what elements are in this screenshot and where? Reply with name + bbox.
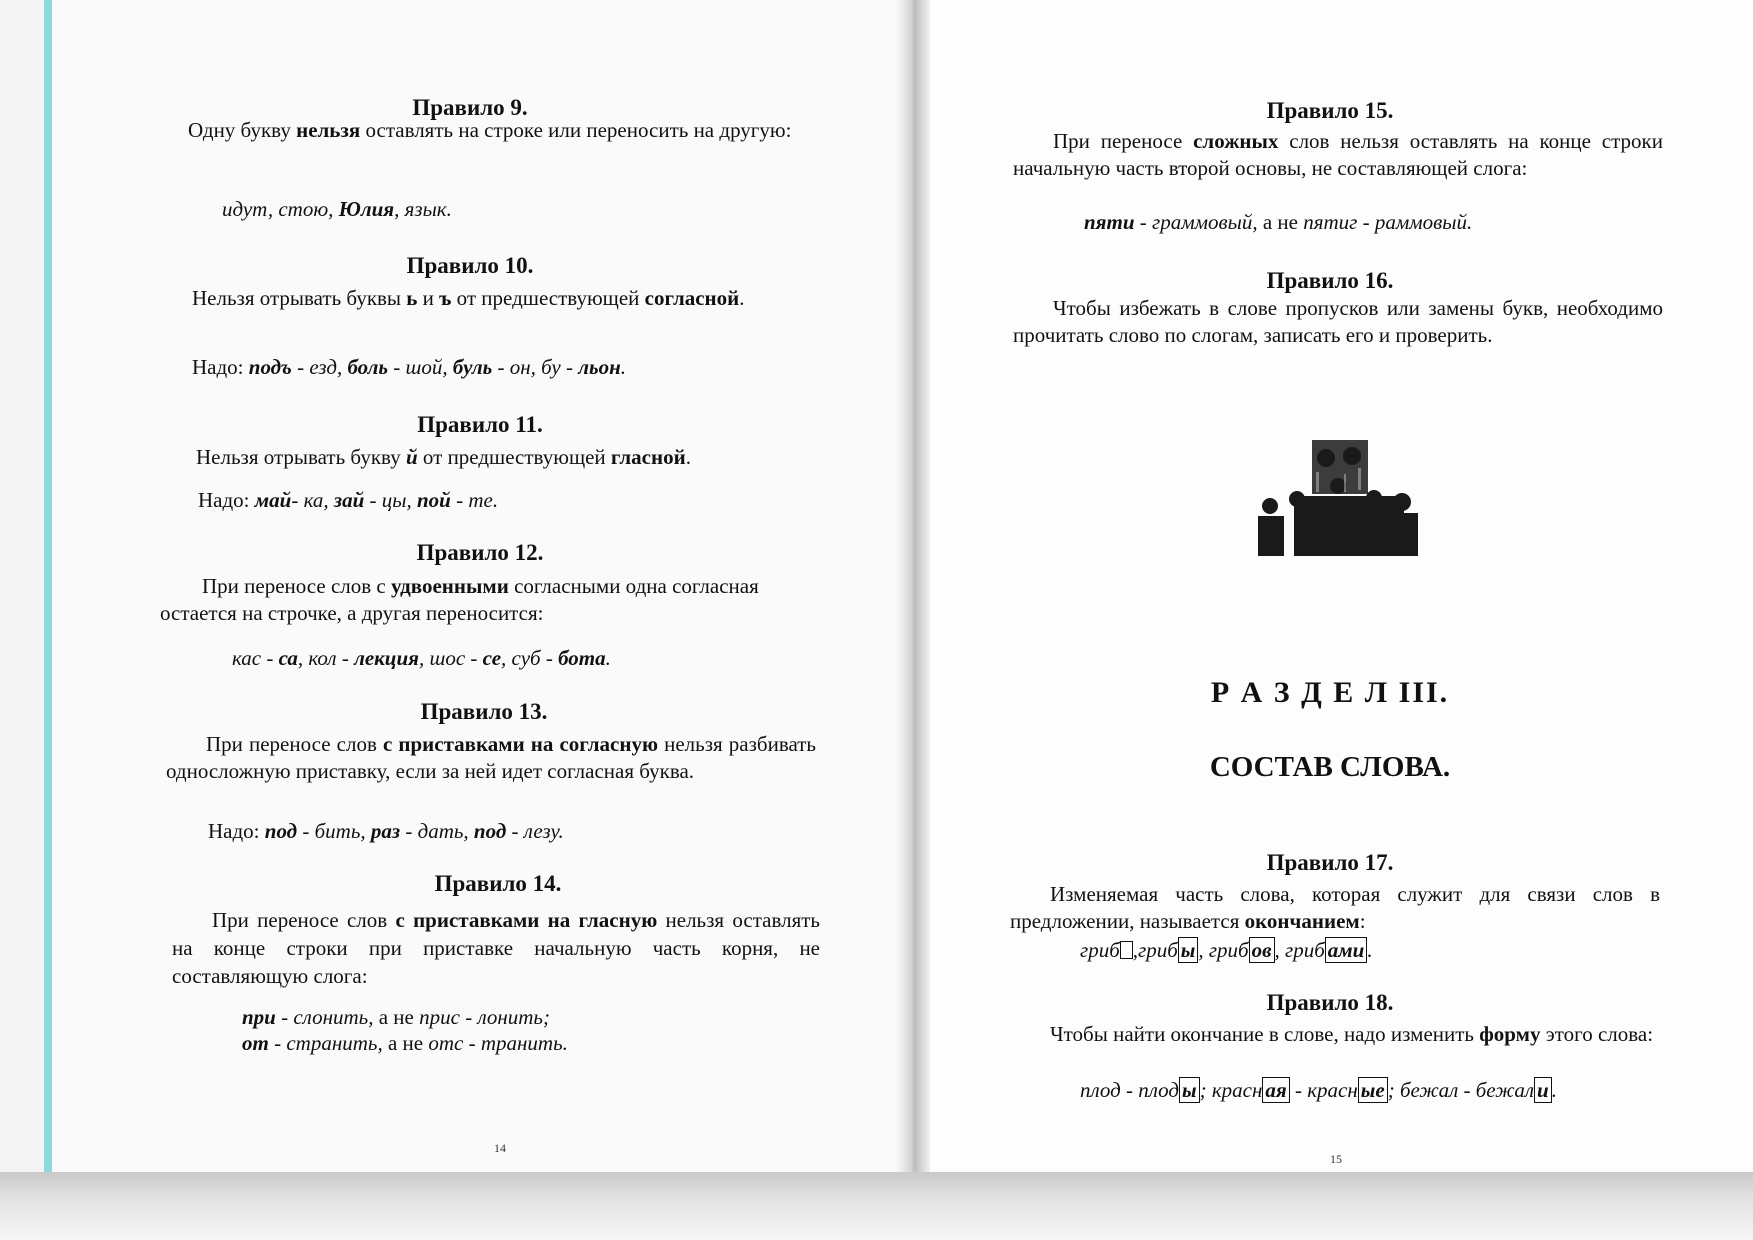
rule-13-example: Надо: под - бить, раз - дать, под - лезу.	[208, 819, 564, 843]
scan-margin	[0, 0, 44, 1180]
rule-9-text: Одну букву нельзя оставлять на строке или переносить на другую:	[188, 118, 792, 142]
group-of-people-icon	[1254, 438, 1422, 558]
rule-18-title: Правило 18.	[1266, 990, 1394, 1015]
rule-11-title: Правило 11.	[417, 412, 543, 437]
rule-18-text: Чтобы найти окончание в слове, надо изменить форму этого слова:	[1050, 1022, 1654, 1046]
rule-17-example: гриб ,гриб ы , гриб ов , гриб ами .	[1080, 938, 1373, 962]
book-cover-edge	[44, 0, 52, 1175]
rule-10-example: Надо: подъ - езд, боль - шой, буль - он, бу - льон.	[192, 355, 627, 379]
rule-9-title: Правило 9.	[412, 95, 528, 120]
rule-11-text: Нельзя отрывать букву й от предшествующей гласной.	[196, 445, 691, 469]
rule-10-text: Нельзя отрывать буквы ь и ъ от предшествующей согласной.	[192, 286, 745, 310]
rule-18-example: плод - плод ы ; красн ая - красн ые ; бежал - бежал и .	[1080, 1078, 1557, 1102]
rule-12-example: кас - са, кол - лекция, шос - се, суб - бота.	[232, 646, 611, 670]
rule-12-text: При переносе слов с удвоенными согласными одна согласная остается на строчке, а другая переносится:	[160, 574, 759, 625]
rule-17-title: Правило 17.	[1266, 850, 1394, 875]
rule-16-title: Правило 16.	[1266, 268, 1394, 293]
rule-15-title: Правило 15.	[1266, 98, 1394, 123]
rule-16-text: Чтобы избежать в слове пропусков или замены букв, необходимо прочитать слово по слогам, записать его и проверить.	[1013, 296, 1663, 347]
rule-12-title: Правило 12.	[416, 540, 544, 565]
rule-10-title: Правило 10.	[406, 253, 534, 278]
book-gutter	[896, 0, 930, 1180]
rule-15-example: пяти - граммовый, а не пятиг - раммовый.	[1084, 210, 1473, 234]
section-number: Р А З Д Е Л III.	[1210, 676, 1450, 709]
rule-14-title: Правило 14.	[434, 871, 562, 896]
rule-14-example-1: при - слонить, а не прис - лонить;	[242, 1005, 550, 1029]
rule-14-text: При переносе слов с приставками на гласную нельзя оставлять на конце строки при приставке начальную часть корня, не составляющую слога:	[172, 908, 820, 988]
rule-11-example: Надо: май- ка, зай - цы, пой - те.	[198, 488, 499, 512]
rule-9-example: идут, стою, Юлия, язык.	[222, 197, 452, 221]
page-number-left: 14	[494, 1141, 506, 1155]
rule-13-text: При переносе слов с приставками на согласную нельзя разбивать односложную приставку, если за ней идет согласная буква.	[166, 732, 816, 783]
rule-15-text: При переносе сложных слов нельзя оставлять на конце строки начальную часть второй основы, не составляющей слога:	[1013, 129, 1663, 180]
rule-14-example-2: от - странить, а не отс - транить.	[242, 1031, 568, 1055]
section-title: СОСТАВ СЛОВА.	[1209, 751, 1451, 783]
page-number-right: 15	[1330, 1152, 1342, 1166]
rule-17-text: Изменяемая часть слова, которая служит для связи слов в предложении, называется окончанием:	[1010, 882, 1660, 933]
empty-ending-box	[1120, 941, 1133, 959]
scan-bottom-shadow	[0, 1172, 1753, 1240]
rule-13-title: Правило 13.	[420, 699, 548, 724]
